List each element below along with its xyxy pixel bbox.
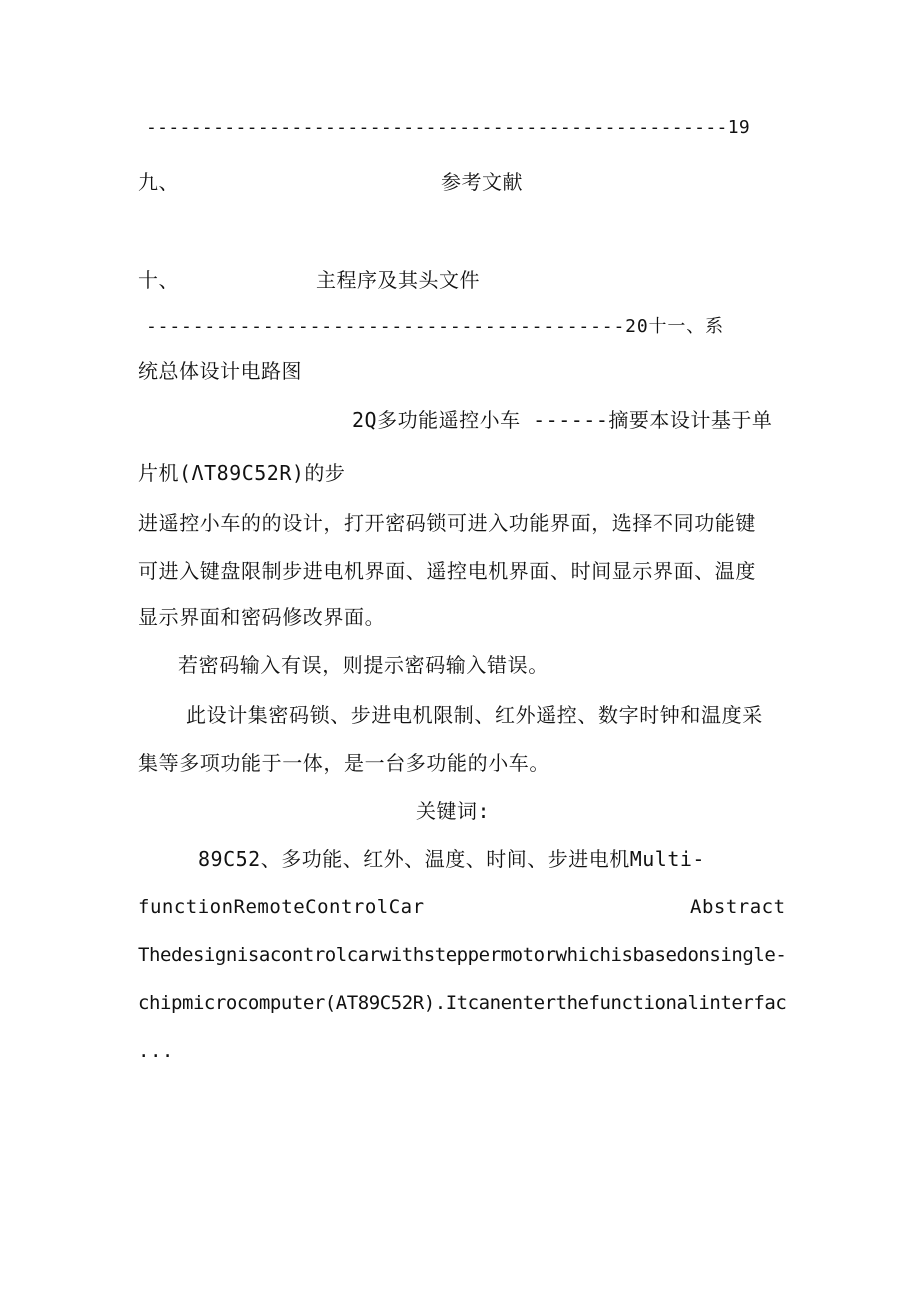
abstract-paragraph-3-line-1: 此设计集密码锁、步进电机限制、红外遥控、数字时钟和温度采 [186,703,763,727]
keywords-label: 关键词: [416,799,491,823]
toc-dash-line-2: -----------------------------------------20十一、系 [146,316,724,337]
toc-item-11-continuation: 统总体设计电路图 [138,359,302,383]
toc-item-10-title: 主程序及其头文件 [316,268,480,292]
abstract-paragraph-2: 若密码输入有误，则提示密码输入错误。 [178,653,549,677]
abstract-line-2: 进遥控小车的的设计，打开密码锁可进入功能界面，选择不同功能键 [138,511,756,535]
english-title: functionRemoteControlCar [138,896,425,918]
toc-dash-line-1: ----------------------------------------------------19 [146,117,751,138]
toc-item-9-number: 九、 [138,170,179,194]
keywords-line: 89C52、多功能、红外、温度、时间、步进电机Multi- [198,847,705,871]
ellipsis: ... [138,1040,174,1062]
abstract-line-3: 可进入键盘限制步进电机界面、遥控电机界面、时间显示界面、温度 [138,559,756,583]
toc-item-10-number: 十、 [138,268,179,292]
abstract-title-line: 2Q多功能遥控小车 ------摘要本设计基于单 [352,408,773,432]
abstract-line-1: 片机(ΛT89C52R)的步 [138,461,346,485]
abstract-paragraph-3-line-2: 集等多项功能于一体，是一台多功能的小车。 [138,751,550,775]
abstract-line-4: 显示界面和密码修改界面。 [138,605,386,629]
abstract-heading: Abstract [690,896,786,918]
english-abstract-line-2: chipmicrocomputer(AT89C52R).Itcanenterthefunctionalinterfac [138,992,787,1014]
english-abstract-line-1: Thedesignisacontrolcarwithsteppermotorwhichisbasedonsingle- [138,944,787,966]
toc-item-9-title: 参考文献 [441,170,523,194]
